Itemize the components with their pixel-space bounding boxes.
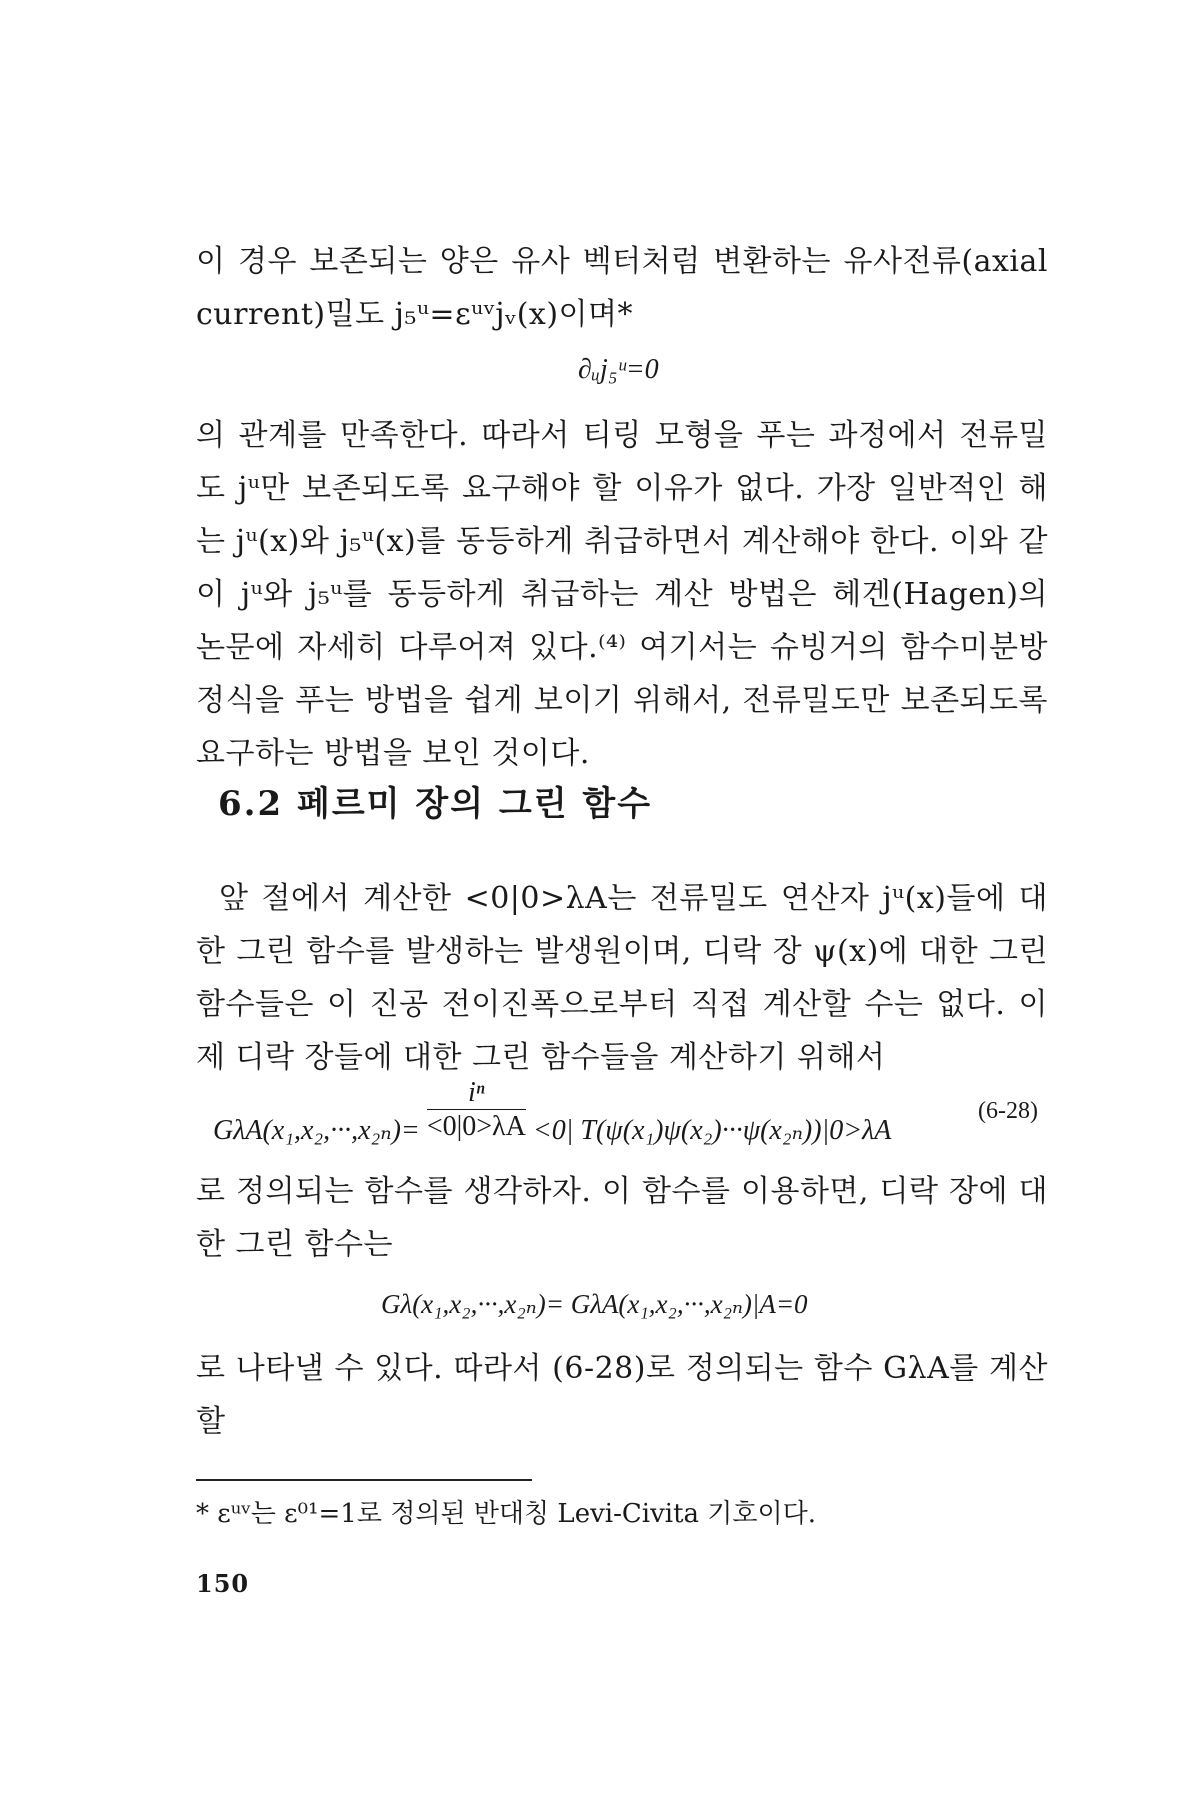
equation-6-28-rhs: <0| T(ψ(x₁)ψ(x₂)···ψ(x₂ₙ))|0>λA xyxy=(532,1114,892,1146)
paragraph-green-function-intro: 앞 절에서 계산한 <0|0>λA는 전류밀도 연산자 jᵘ(x)들에 대한 그린 함수를 발생하는 발생원이며, 디락 장 ψ(x)에 대한 그린 함수들은 이 진공 전이진폭으로부터 직접 계산할 수는 없다. 이제 디락 장들에 대한 그린 함수들을 계산하기 위해서 xyxy=(196,881,1048,1075)
equation-6-28-denominator: <0|0>λA xyxy=(426,1111,526,1142)
paragraph-compute: 로 나타낼 수 있다. 따라서 (6-28)로 정의되는 함수 GλA를 계산할 xyxy=(196,1351,1048,1439)
equation-6-28-fraction xyxy=(427,1077,526,1144)
paragraph-thirring-model: 의 관계를 만족한다. 따라서 티링 모형을 푸는 과정에서 전류밀도 jᵘ만 보존되도록 요구해야 할 이유가 없다. 가장 일반적인 해는 jᵘ(x)와 j₅ᵘ(x)를 동등하게 취급하면서 계산해야 한다. 이와 같이 jᵘ와 j₅ᵘ를 동등하게 취급하는 계산 방법은 헤겐(Hagen)의 논문에 자세히 다루어져 있다.⁽⁴⁾ 여기서는 슈빙거의 함수미분방정식을 푸는 방법을 쉽게 보이기 위해서, 전류밀도만 보존되도록 요구하는 방법을 보인 것이다. xyxy=(196,418,1048,771)
equation-6-28 xyxy=(213,1075,892,1146)
paragraph-define-function: 로 정의되는 함수를 생각하자. 이 함수를 이용하면, 디락 장에 대한 그린 함수는 xyxy=(196,1174,1048,1262)
equation-6-28-numerator: iⁿ xyxy=(427,1077,526,1110)
paragraph-axial-current: 이 경우 보존되는 양은 유사 벡터처럼 변환하는 유사전류(axial current)밀도 j₅ᵘ=εᵘᵛjᵥ(x)이며* xyxy=(196,244,1048,332)
equation-green-function-limit: Gλ(x₁,x₂,···,x₂ₙ)= GλA(x₁,x₂,···,x₂ₙ)|A=0 xyxy=(381,1289,808,1319)
footnote: * εᵘᵛ는 ε⁰¹=1로 정의된 반대칭 Levi-Civita 기호이다. xyxy=(196,1499,817,1529)
page-number: 150 xyxy=(196,1569,250,1598)
equation-number: (6-28) xyxy=(978,1098,1038,1124)
section-heading: 6.2 페르미 장의 그린 함수 xyxy=(218,784,653,824)
equation-6-28-lhs: GλA(x₁,x₂,···,x₂ₙ)= xyxy=(213,1114,420,1146)
footnote-divider xyxy=(196,1479,532,1481)
equation-axial-conservation: ∂ᵤj₅ᵘ=0 xyxy=(578,354,659,385)
